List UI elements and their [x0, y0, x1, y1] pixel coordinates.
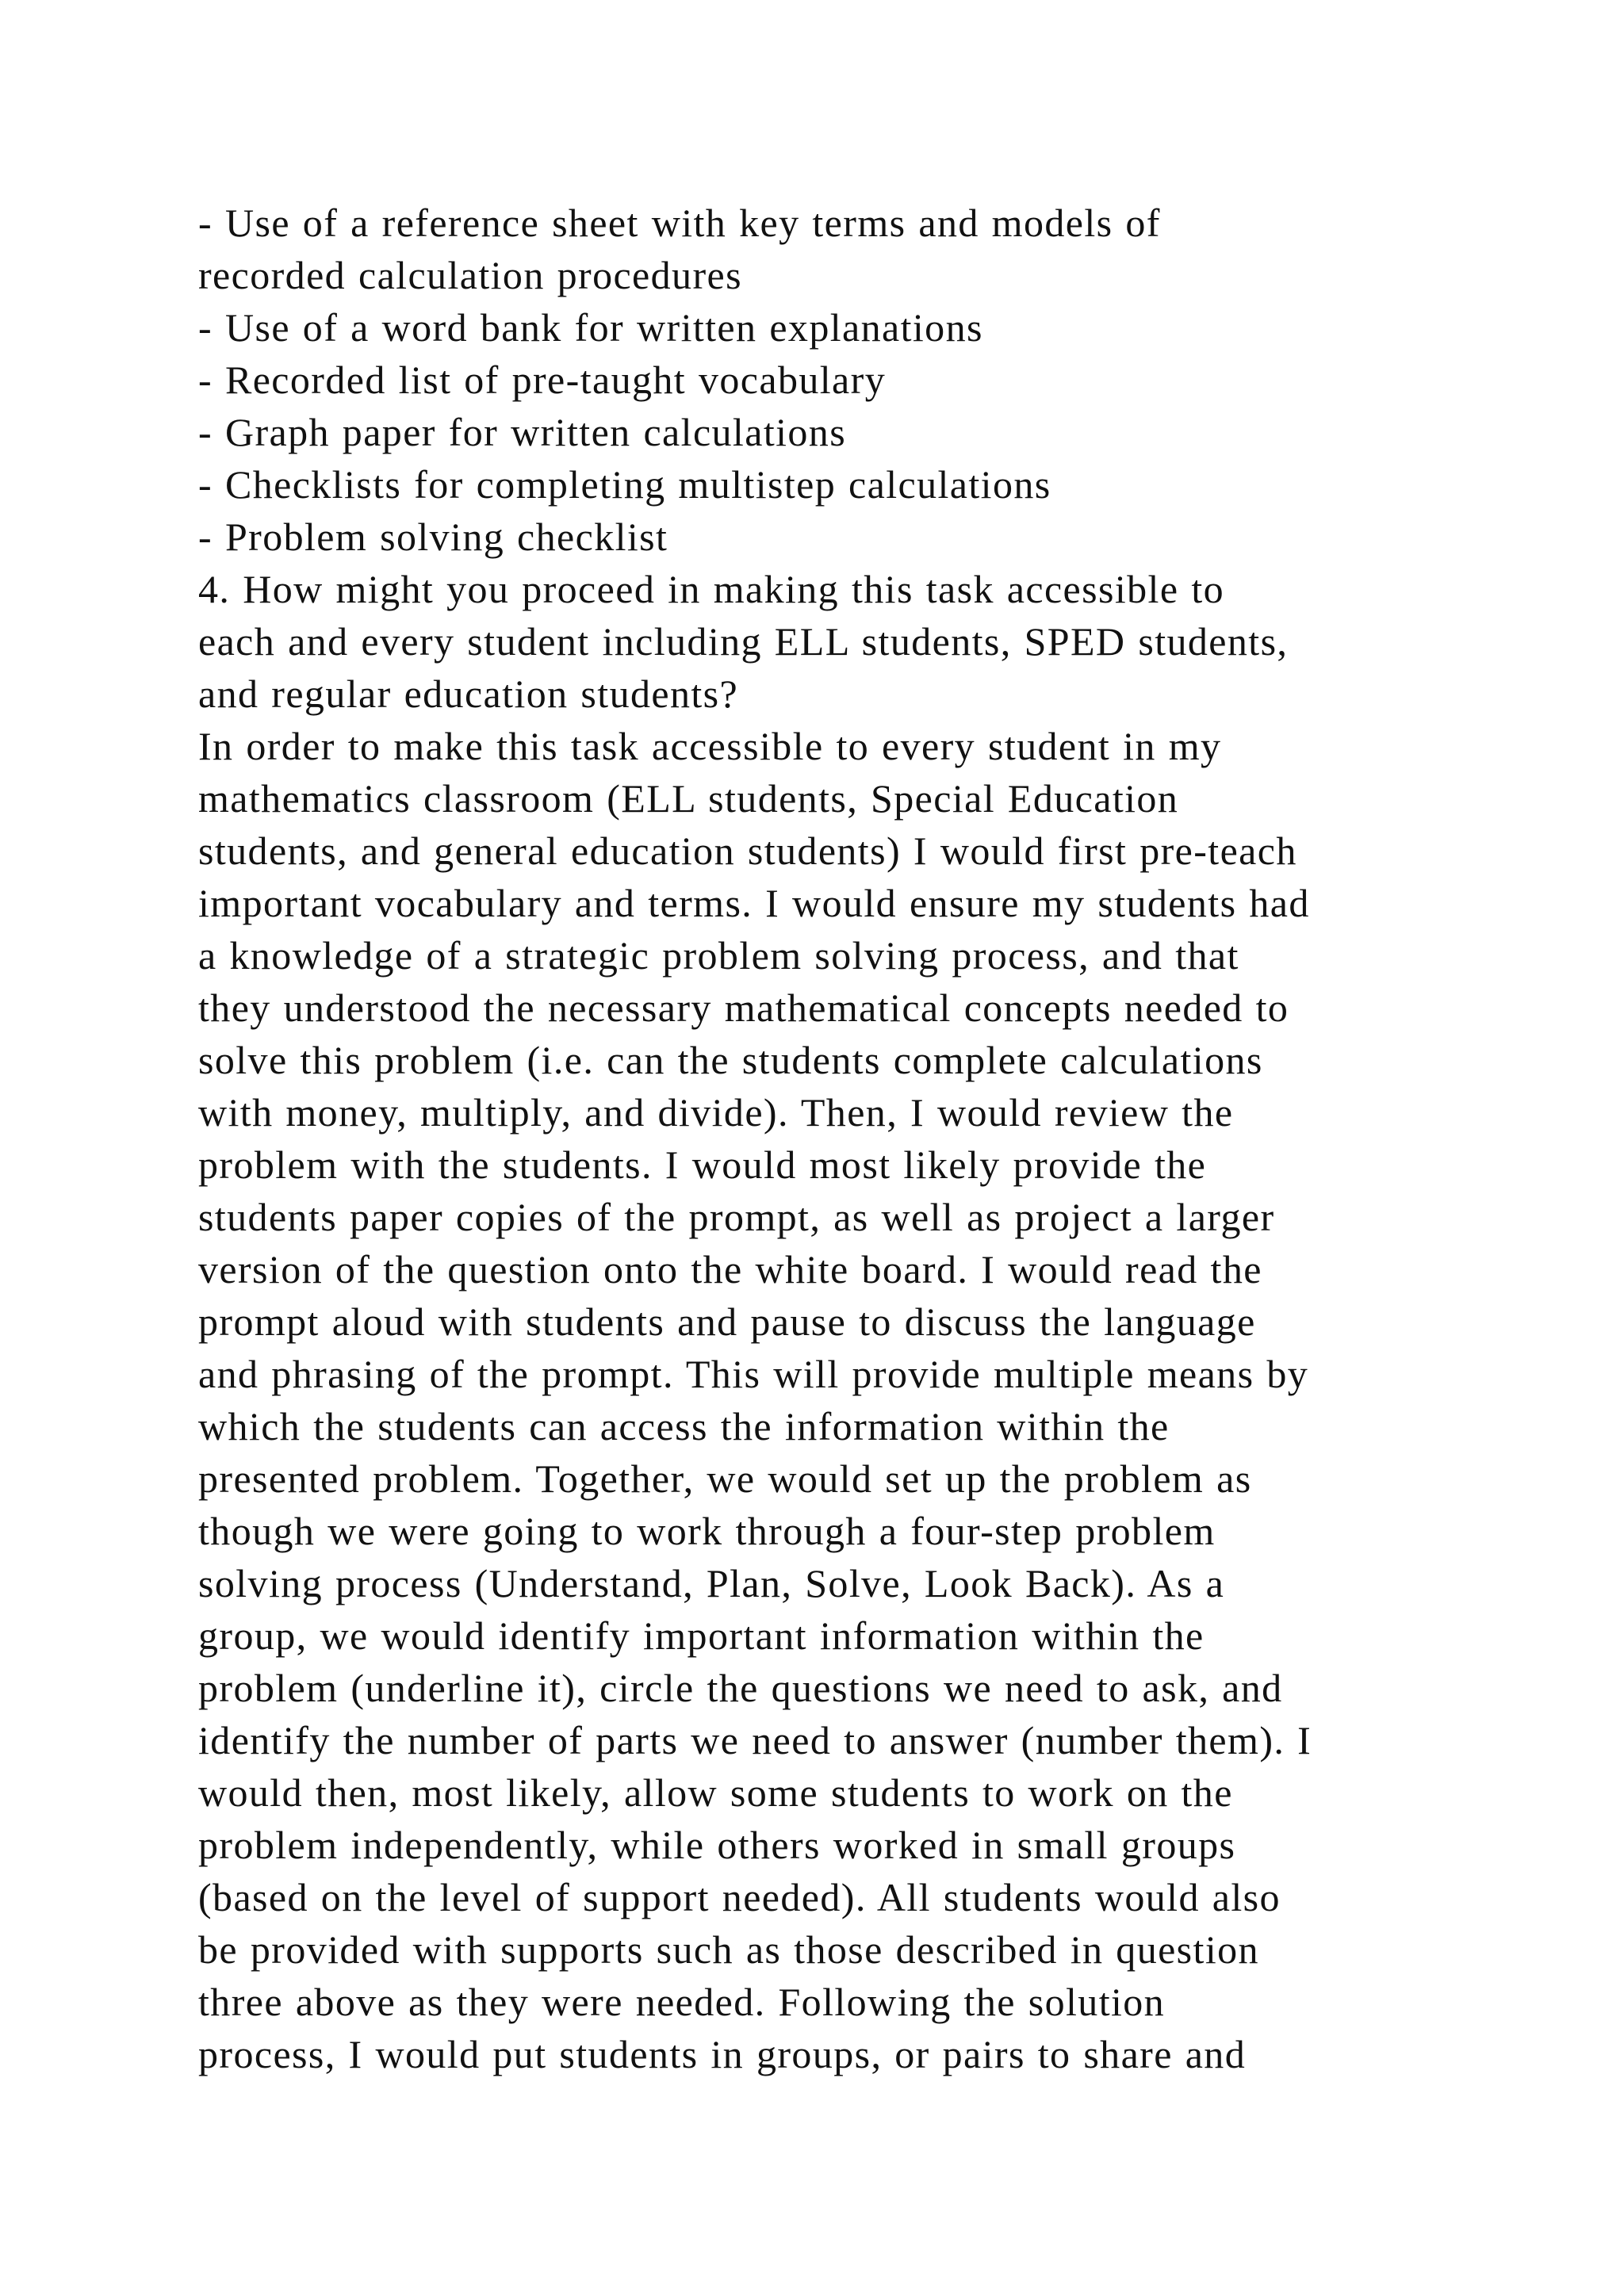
question-line: 4. How might you proceed in making this task accessible to [198, 567, 1225, 611]
document-text [198, 197, 1562, 2080]
text-line: which the students can access the information within the [198, 1404, 1170, 1448]
text-line: solving process (Understand, Plan, Solve, Look Back). As a [198, 1561, 1225, 1605]
text-line: be provided with supports such as those described in question [198, 1927, 1259, 1972]
question-line: each and every student including ELL students, SPED students, [198, 619, 1289, 664]
text-line: version of the question onto the white board. I would read the [198, 1247, 1262, 1292]
text-line: - Graph paper for written calculations [198, 410, 847, 454]
text-line: In order to make this task accessible to every student in my [198, 724, 1222, 768]
text-line: group, we would identify important information within the [198, 1613, 1205, 1658]
text-line: identify the number of parts we need to answer (number them). I [198, 1718, 1312, 1762]
text-line: would then, most likely, allow some students to work on the [198, 1770, 1233, 1815]
text-line: mathematics classroom (ELL students, Special Education [198, 776, 1179, 821]
text-line: prompt aloud with students and pause to discuss the language [198, 1299, 1256, 1344]
text-line: - Use of a reference sheet with key terms and models of [198, 201, 1161, 245]
text-line: problem (underline it), circle the questions we need to ask, and [198, 1666, 1283, 1710]
text-line: they understood the necessary mathematical concepts needed to [198, 985, 1289, 1030]
text-line: presented problem. Together, we would set up the problem as [198, 1456, 1252, 1501]
text-line: students, and general education students) I would first pre-teach [198, 828, 1297, 873]
text-line: - Use of a word bank for written explanations [198, 305, 983, 350]
text-line: - Problem solving checklist [198, 515, 668, 559]
text-line: with money, multiply, and divide). Then, I would review the [198, 1090, 1234, 1135]
text-line: recorded calculation procedures [198, 253, 742, 297]
text-line: and phrasing of the prompt. This will provide multiple means by [198, 1352, 1309, 1396]
text-line: three above as they were needed. Following the solution [198, 1980, 1166, 2024]
text-line: a knowledge of a strategic problem solving process, and that [198, 933, 1239, 978]
text-line: process, I would put students in groups, or pairs to share and [198, 2032, 1247, 2076]
text-line: important vocabulary and terms. I would ensure my students had [198, 881, 1310, 925]
text-line: problem with the students. I would most likely provide the [198, 1142, 1207, 1187]
text-line: students paper copies of the prompt, as well as project a larger [198, 1195, 1275, 1239]
question-line: and regular education students? [198, 672, 739, 716]
text-line: solve this problem (i.e. can the students complete calculations [198, 1038, 1263, 1082]
text-line: though we were going to work through a four-step problem [198, 1509, 1216, 1553]
text-line: - Checklists for completing multistep calculations [198, 462, 1051, 507]
text-line: (based on the level of support needed). All students would also [198, 1875, 1281, 1919]
text-line: problem independently, while others worked in small groups [198, 1823, 1236, 1867]
text-line: - Recorded list of pre-taught vocabulary [198, 358, 887, 402]
